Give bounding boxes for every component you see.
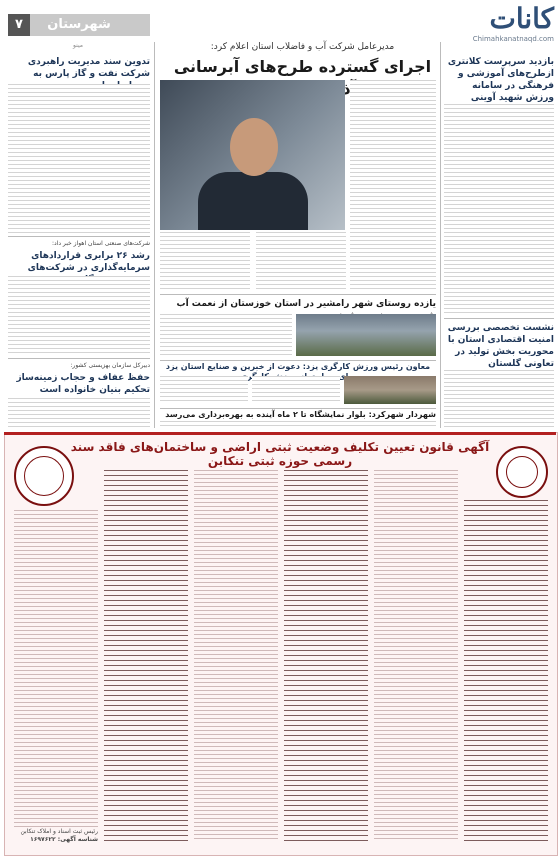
middle-body-3 bbox=[160, 421, 436, 429]
left-head-2: رشد ۲۶ برابری قرارداد‌های سرمایه‌گذاری در شرکت‌های bbox=[27, 251, 150, 273]
left-divider-2 bbox=[8, 358, 150, 359]
notice-col-4 bbox=[284, 470, 368, 842]
lead-body-col-4 bbox=[256, 232, 346, 290]
notice-col-5 bbox=[374, 470, 458, 842]
notice-col-6 bbox=[464, 500, 548, 842]
notice-col-2 bbox=[104, 470, 188, 842]
lead-photo bbox=[160, 80, 345, 230]
middle-photo-1 bbox=[296, 314, 436, 356]
middle-body-2b bbox=[252, 376, 340, 404]
left-head-1: تدوین سند مدیریت راهبردی شرکت نفت و گاز پارس به bbox=[27, 57, 150, 79]
left-divider-1 bbox=[8, 236, 150, 237]
left-kicker-3: دبیرکل سازمان بهزیستی کشور: bbox=[70, 362, 150, 369]
lead-body-col-5 bbox=[350, 232, 436, 290]
col-divider-left bbox=[154, 42, 155, 428]
notice-top-bar bbox=[4, 432, 556, 435]
logo-text: کانات bbox=[489, 2, 554, 35]
left-body-2 bbox=[8, 276, 150, 356]
middle-head-1: یازده روستای شهر رامشیر در استان خوزستان از نعمت آب bbox=[176, 299, 436, 309]
notice-col-1 bbox=[14, 510, 98, 830]
left-body-1 bbox=[8, 84, 150, 234]
middle-divider-1 bbox=[160, 294, 436, 295]
notice-col-3 bbox=[194, 470, 278, 842]
right-divider-1 bbox=[444, 318, 554, 319]
notice-id: شناسه آگهی: ۱۶۹۷۶۲۲ bbox=[30, 836, 98, 843]
registry-emblem-left bbox=[14, 446, 74, 506]
right-body-1 bbox=[444, 104, 554, 314]
middle-photo-2 bbox=[344, 376, 436, 404]
registry-emblem-right bbox=[496, 446, 548, 498]
lead-headline: اجرای گسترده طرح‌های آبرسانی bbox=[173, 57, 432, 76]
right-body-2 bbox=[444, 370, 554, 428]
middle-divider-2 bbox=[160, 360, 436, 361]
right-head-2: نشست تخصصی بررسی امنیت اقتصادی استان با محوریت بخش تولید در تعاونی گلستان bbox=[447, 323, 554, 369]
page-number: ۷ bbox=[8, 14, 30, 36]
newspaper-logo bbox=[454, 4, 554, 44]
col-divider-right bbox=[440, 42, 441, 428]
middle-body-2a bbox=[160, 376, 248, 404]
lead-body-col-2 bbox=[350, 80, 436, 230]
middle-head-2: معاون رئیس ورزش کارگری یزد: دعوت از خبرین و صنایع استان یزد bbox=[165, 362, 431, 371]
right-head-1: بازدید سرپرست کلانتری ازطرح‌های آموزشی و فرهنگی در سامانه ورزش شهید آوینی bbox=[447, 57, 554, 103]
middle-body-1a bbox=[160, 314, 292, 356]
site-url: Chimahkanatnaqd.com bbox=[472, 35, 554, 43]
notice-title: آگهی قانون تعیین تکلیف وضعیت ثبتی اراضی و ساختمان‌های فاقد سند رسمی حوزه ثبتی تنکابن bbox=[70, 440, 490, 468]
middle-head-3: شهردار شهرکرد: بلوار نمایشگاه تا ۲ ماه آینده به بهره‌برداری می‌رسد bbox=[165, 410, 436, 419]
section-label: شهرستان bbox=[8, 14, 150, 36]
lead-kicker: مدیرعامل شرکت آب و فاضلاب استان اعلام کرد: bbox=[210, 42, 395, 52]
lead-body-col-3 bbox=[160, 232, 250, 290]
left-kicker-2: شرکت‌های صنعتی استان اهواز خبر داد: bbox=[51, 240, 150, 247]
left-head-3: حفظ عفاف و حجاب زمینه‌ساز تحکیم بنیان خانواده است bbox=[16, 373, 150, 395]
left-body-3 bbox=[8, 398, 150, 428]
middle-divider-3 bbox=[160, 408, 436, 409]
left-col-title: مینو bbox=[73, 42, 83, 49]
notice-signature: رئیس ثبت اسناد و املاک تنکابن bbox=[20, 828, 98, 835]
